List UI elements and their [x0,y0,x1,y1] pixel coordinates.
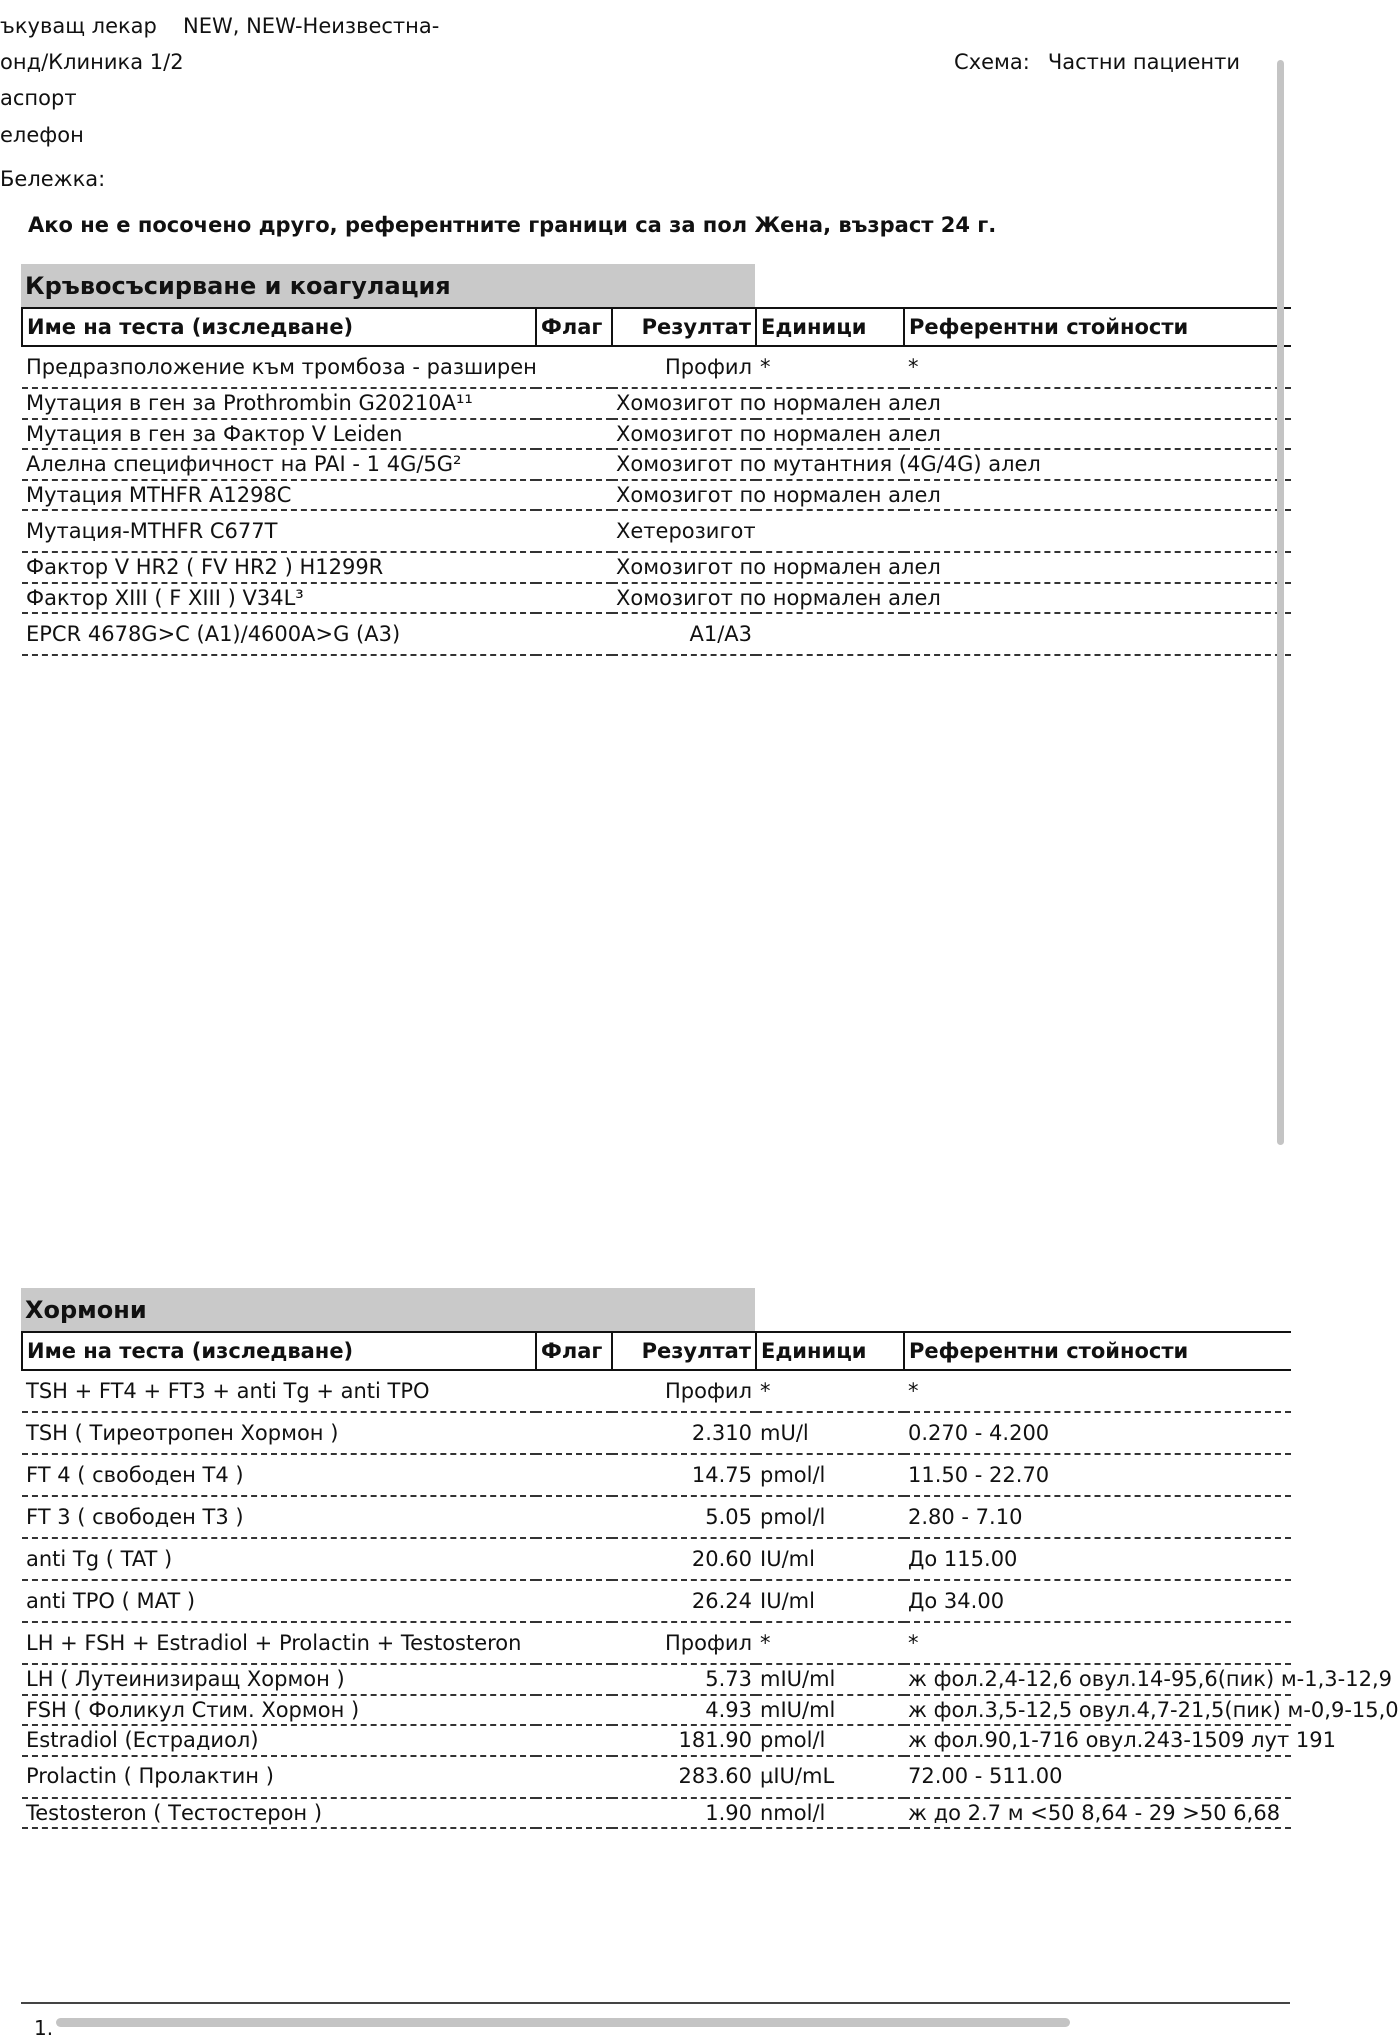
reference-range [904,480,1291,511]
flag [536,613,612,655]
coagulation-results-table [21,307,1291,656]
result-value: 5.05 [612,1496,756,1538]
units: pmol/l [756,1725,904,1756]
reference-range [904,583,1291,614]
result-value: Хомозигот по мутантния (4G/4G) алел [612,449,756,480]
reference-range: * [904,346,1291,388]
hormones-results-table [21,1331,1399,1829]
phone-label: елефон [0,123,84,147]
result-value: 26.24 [612,1580,756,1622]
flag [536,388,612,419]
result-value: Хомозигот по нормален алел [612,480,756,511]
table-row [22,1695,1291,1726]
result-value: Хетерозигот [612,510,756,552]
reference-range [904,552,1291,583]
reference-range: * [904,1370,1291,1412]
result-value: A1/A3 [612,613,756,655]
horizontal-scrollbar[interactable] [56,2018,1070,2027]
flag [536,1496,612,1538]
table-row [22,1496,1291,1538]
table-row [22,346,1291,388]
reference-range: 2.80 - 7.10 [904,1496,1291,1538]
test-name: TSH ( Тиреотропен Хормон ) [22,1412,536,1454]
reference-note: Ако не е посочено друго, референтните граници са за пол Жена, възраст 24 г. [28,213,997,237]
flag [536,346,612,388]
col-header-reference: Референтни стойности [904,308,1291,346]
result-value: 14.75 [612,1454,756,1496]
test-name: FSH ( Фоликул Стим. Хормон ) [22,1695,536,1726]
scheme-info [954,48,1240,76]
flag [536,1695,612,1726]
test-name: Testosteron ( Тестостерон ) [22,1798,536,1829]
reference-range [904,419,1291,450]
table-row [22,510,1291,552]
flag [536,583,612,614]
section-title-coagulation: Кръвосъсирване и коагулация [21,264,755,308]
result-value: Хомозигот по нормален алел [612,388,756,419]
flag [536,1412,612,1454]
flag [536,1622,612,1664]
flag [536,1538,612,1580]
col-header-units: Единици [756,1332,904,1370]
test-name: Мутация MTHFR A1298C [22,480,536,511]
test-name: LH ( Лутеинизиращ Хормон ) [22,1664,536,1695]
reference-range [904,388,1291,419]
table-row [22,1538,1291,1580]
flag [536,1798,612,1829]
reference-range: ж фол.90,1-716 овул.243-1509 лут 191 [904,1725,1291,1756]
scheme-value: Частни пациенти [1047,50,1240,74]
reference-range: ж фол.2,4-12,6 овул.14-95,6(пик) м-1,3-12,9 [904,1664,1291,1695]
units: µIU/mL [756,1756,904,1798]
table-row [22,1622,1291,1664]
test-name: Мутация в ген за Фактор V Leiden [22,419,536,450]
test-name: Мутация в ген за Prothrombin G20210A¹¹ [22,388,536,419]
referring-doctor-value: NEW, NEW-Неизвестна- [183,14,440,38]
scheme-label: Схема: [954,50,1030,74]
test-name: Мутация-MTHFR C677T [22,510,536,552]
units: nmol/l [756,1798,904,1829]
units: * [756,1370,904,1412]
test-name: FT 3 ( свободен T3 ) [22,1496,536,1538]
col-header-name: Име на теста (изследване) [22,308,536,346]
vertical-scrollbar[interactable] [1277,60,1284,1145]
test-name: TSH + FT4 + FT3 + anti Tg + anti TPO [22,1370,536,1412]
col-header-result: Резултат [612,1332,756,1370]
result-value: Профил [612,1370,756,1412]
units [756,613,904,655]
flag [536,510,612,552]
test-name: LH + FSH + Estradiol + Prolactin + Testosteron [22,1622,536,1664]
flag [536,449,612,480]
table-row [22,583,1291,614]
reference-range: * [904,1622,1291,1664]
flag [536,552,612,583]
col-header-name: Име на теста (изследване) [22,1332,536,1370]
table-row [22,480,1291,511]
result-value: 4.93 [612,1695,756,1726]
table-row [22,1725,1291,1756]
test-name: FT 4 ( свободен T4 ) [22,1454,536,1496]
test-name: Prolactin ( Пролактин ) [22,1756,536,1798]
table-row [22,1370,1291,1412]
flag [536,1756,612,1798]
units: IU/ml [756,1580,904,1622]
test-name: Фактор V HR2 ( FV HR2 ) H1299R [22,552,536,583]
col-header-flag: Флаг [536,308,612,346]
table-row [22,1454,1291,1496]
reference-range [904,613,1291,655]
flag [536,1580,612,1622]
reference-range: ж до 2.7 м <50 8,64 - 29 >50 6,68 [904,1798,1291,1829]
reference-range: До 34.00 [904,1580,1291,1622]
fund-clinic-label: онд/Клиника 1/2 [0,50,184,74]
col-header-reference: Референтни стойности [904,1332,1291,1370]
result-value: Профил [612,346,756,388]
units: mIU/ml [756,1695,904,1726]
result-value: Хомозигот по нормален алел [612,552,756,583]
units: mU/l [756,1412,904,1454]
result-value: 181.90 [612,1725,756,1756]
table-row [22,552,1291,583]
footer-divider [21,2002,1290,2004]
reference-range: До 115.00 [904,1538,1291,1580]
test-name: Estradiol (Естрадиол) [22,1725,536,1756]
result-value: Хомозигот по нормален алел [612,583,756,614]
test-name: Предразположение към тромбоза - разширен [22,346,536,388]
units: IU/ml [756,1538,904,1580]
units: * [756,1622,904,1664]
flag [536,1370,612,1412]
reference-range: ж фол.3,5-12,5 овул.4,7-21,5(пик) м-0,9-15,0 [904,1695,1291,1726]
table-row [22,1664,1291,1695]
flag [536,1664,612,1695]
test-name: anti TPO ( MAT ) [22,1580,536,1622]
table-row [22,1798,1291,1829]
col-header-result: Резултат [612,308,756,346]
result-value: 1.90 [612,1798,756,1829]
test-name: Фактор XIII ( F XIII ) V34L³ [22,583,536,614]
test-name: anti Tg ( TAT ) [22,1538,536,1580]
flag [536,1454,612,1496]
table-header-row [22,308,1291,346]
units: mIU/ml [756,1664,904,1695]
reference-range [904,510,1291,552]
reference-range: 0.270 - 4.200 [904,1412,1291,1454]
test-name: Алелна специфичност на PAI - 1 4G/5G² [22,449,536,480]
result-value: Профил [612,1622,756,1664]
table-row [22,613,1291,655]
result-value: Хомозигот по нормален алел [612,419,756,450]
note-label: Бележка: [0,167,106,191]
flag [536,480,612,511]
referring-doctor-label: ъкуващ лекар [0,14,157,38]
flag [536,419,612,450]
result-value: 2.310 [612,1412,756,1454]
table-row [22,1412,1291,1454]
col-header-units: Единици [756,308,904,346]
units: * [756,346,904,388]
result-value: 20.60 [612,1538,756,1580]
reference-range: 72.00 - 511.00 [904,1756,1291,1798]
table-row [22,1580,1291,1622]
table-row [22,388,1291,419]
units [756,510,904,552]
table-row [22,419,1291,450]
table-row [22,449,1291,480]
page-number: 1. [34,2016,54,2040]
result-value: 5.73 [612,1664,756,1695]
section-title-hormones: Хормони [21,1288,755,1332]
table-row [22,1756,1291,1798]
units: pmol/l [756,1496,904,1538]
reference-range: 11.50 - 22.70 [904,1454,1291,1496]
result-value: 283.60 [612,1756,756,1798]
table-header-row [22,1332,1291,1370]
passport-label: аспорт [0,86,77,110]
col-header-flag: Флаг [536,1332,612,1370]
flag [536,1725,612,1756]
test-name: EPCR 4678G>C (A1)/4600A>G (A3) [22,613,536,655]
units: pmol/l [756,1454,904,1496]
